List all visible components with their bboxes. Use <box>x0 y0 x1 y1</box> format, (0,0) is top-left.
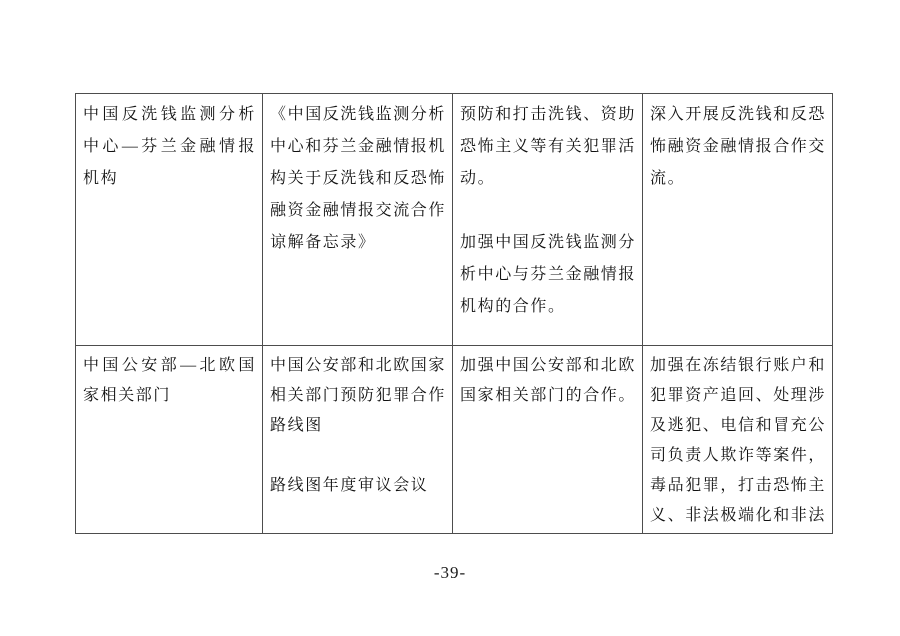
cell-institution <box>76 346 263 534</box>
cell-paragraph: 加强中国反洗钱监测分析中心与芬兰金融情报机构的合作。 <box>460 234 637 315</box>
cell-measures <box>643 346 833 534</box>
page-number: -39- <box>433 563 467 582</box>
cell-paragraph: 中国公安部和北欧国家相关部门预防犯罪合作路线图 <box>270 357 447 434</box>
cell-agreement-title <box>263 94 453 346</box>
cell-paragraph: 加强中国公安部和北欧国家相关部门的合作。 <box>460 357 637 404</box>
cell-paragraph: 中国公安部—北欧国家相关部门 <box>83 357 256 404</box>
cell-paragraph: 深入开展反洗钱和反恐怖融资金融情报合作交流。 <box>650 106 827 187</box>
cell-paragraph: 预防和打击洗钱、资助恐怖主义等有关犯罪活动。 <box>460 106 637 187</box>
cooperation-agreements-table <box>75 93 833 534</box>
table-row <box>76 94 833 346</box>
cell-institution <box>76 94 263 346</box>
cell-paragraph: 路线图年度审议会议 <box>270 477 429 494</box>
cell-purpose <box>453 346 643 534</box>
cell-purpose <box>453 94 643 346</box>
cell-agreement-title <box>263 346 453 534</box>
cell-paragraph: 《中国反洗钱监测分析中心和芬兰金融情报机构关于反洗钱和反恐怖融资金融情报交流合作谅解备忘录》 <box>270 106 447 251</box>
cell-paragraph: 加强在冻结银行账户和犯罪资产追回、处理涉及逃犯、电信和冒充公司负责人欺诈等案件，毒品犯罪，打击恐怖主义、非法极端化和非法 <box>650 357 827 524</box>
cell-paragraph: 中国反洗钱监测分析中心—芬兰金融情报机构 <box>83 106 256 187</box>
table-row <box>76 346 833 534</box>
cell-measures <box>643 94 833 346</box>
